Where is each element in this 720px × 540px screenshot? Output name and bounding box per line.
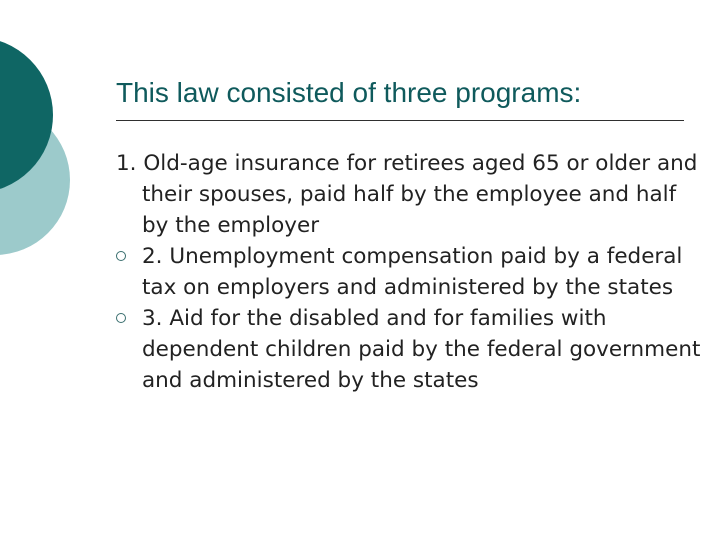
- list-item-text: 3. Aid for the disabled and for families with dependent children paid by the federal government and administered by the states: [142, 306, 701, 393]
- list-item: [116, 241, 706, 303]
- decorative-circles: [0, 0, 120, 300]
- list-item: [116, 303, 706, 396]
- hollow-circle-icon: [116, 251, 126, 261]
- slide-title: This law consisted of three programs:: [116, 77, 582, 108]
- list-item-text: 1. Old-age insurance for retirees aged 65 or older and their spouses, paid half by the employee and half by the employer: [116, 151, 698, 238]
- list-item: [116, 148, 706, 241]
- slide-content: [116, 148, 706, 396]
- title-divider: [116, 120, 684, 121]
- hollow-circle-icon: [116, 313, 126, 323]
- list-item-text: 2. Unemployment compensation paid by a federal tax on employers and administered by the states: [142, 244, 683, 300]
